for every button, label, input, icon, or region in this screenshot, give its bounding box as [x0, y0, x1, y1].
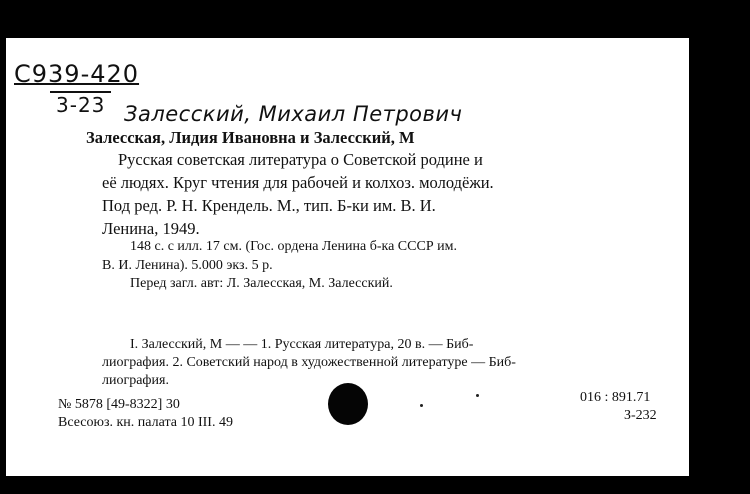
- handwritten-author: Залесский, Михаил Петрович: [124, 102, 463, 126]
- ink-speck: [420, 404, 423, 407]
- call-number-sub: 3-23: [50, 91, 111, 117]
- collation-line: 148 с. с илл. 17 см. (Гос. ордена Ленина б-ка СССР им.: [130, 239, 457, 254]
- record-number: № 5878 [49-8322] 30: [58, 397, 180, 412]
- chamber-stamp: Всесоюз. кн. палата 10 III. 49: [58, 415, 233, 430]
- classification-number: 016 : 891.71: [580, 390, 651, 405]
- tracing-line: I. Залесский, М — — 1. Русская литература, 20 в. — Биб-: [130, 337, 474, 352]
- call-number: C939-420: [14, 60, 140, 88]
- catalog-card: [6, 38, 689, 476]
- title-line: Под ред. Р. Н. Крендель. М., тип. Б-ки им. В. И.: [102, 196, 436, 215]
- collation-line: В. И. Ленина). 5.000 экз. 5 р.: [102, 258, 273, 273]
- title-line: Русская советская литература о Советской родине и: [118, 150, 483, 169]
- heading: Залесская, Лидия Ивановна и Залесский, М: [86, 128, 415, 147]
- tracing-line: лиография. 2. Советский народ в художественной литературе — Биб-: [102, 355, 516, 370]
- author-mark: З-232: [624, 408, 657, 423]
- ink-speck: [476, 394, 479, 397]
- punch-hole: [328, 383, 368, 425]
- title-line: её людях. Круг чтения для рабочей и колхоз. молодёжи.: [102, 173, 494, 192]
- title-line: Ленина, 1949.: [102, 219, 200, 238]
- collation-line: Перед загл. авт: Л. Залесская, М. Залесский.: [130, 276, 393, 291]
- tracing-line: лиография.: [102, 373, 169, 388]
